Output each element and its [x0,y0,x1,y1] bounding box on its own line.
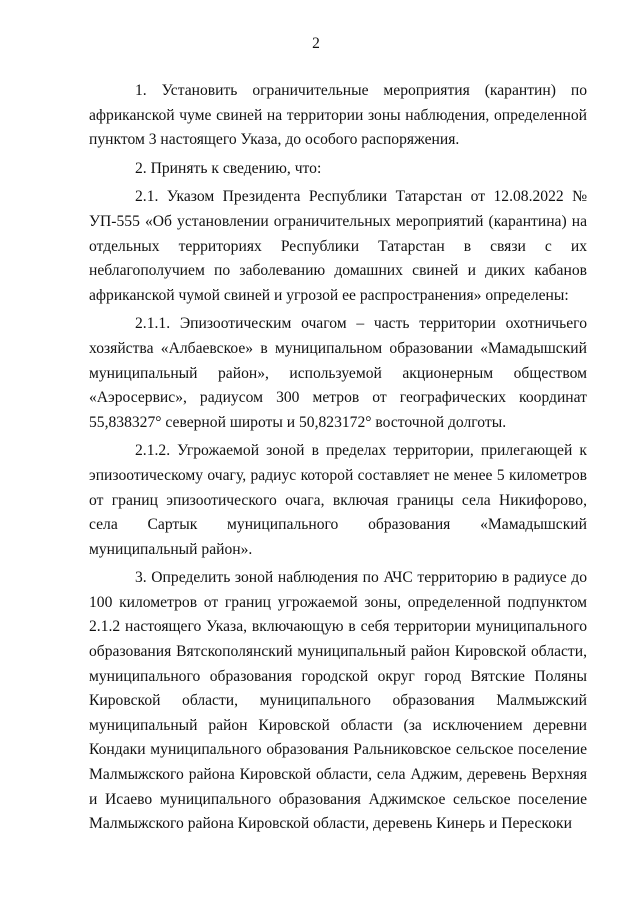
paragraph-1: 1. Установить ограничительные мероприятия (карантин) по африканской чуме свиней на территории зоны наблюдения, определенной пунктом 3 настоящего Указа, до особого распоряжения. [89,82,587,149]
paragraph-2: 2. Принять к сведению, что: [135,159,322,177]
page-number: 2 [312,35,320,52]
paragraph-3: 3. Определить зоной наблюдения по АЧС территорию в радиусе до 100 километров от границ угрожаемой зоны, определенной подпунктом 2.1.2 настоящего Указа, включающую в себя территории муниципального образования Вятскополянский муниципальный район Кировской области, муниципального образования городской округ город Вятские Поляны Кировской области, муниципального образования Малмыжский муниципальный район Кировской области (за исключением деревни Кондаки муниципального образования Ральниковское сельское поселение Малмыжского района Кировской области, села Аджим, деревень Верхняя и Исаево муниципального образования Аджимское сельское поселение Малмыжского района Кировской области, деревень Кинерь и Перескоки [89,569,587,833]
document-body [89,79,587,837]
paragraph-2-1-1: 2.1.1. Эпизоотическим очагом – часть территории охотничьего хозяйства «Албаевское» в муниципальном образовании «Мамадышский муниципальный район», используемой акционерным обществом «Аэросервис», радиусом 300 метров от географических координат 55,838327° северной широты и 50,823172° восточной долготы. [89,315,587,431]
paragraph-2-1: 2.1. Указом Президента Республики Татарстан от 12.08.2022 № УП-555 «Об установлении ограничительных мероприятий (карантина) на отдельных территориях Республики Татарстан в связи с их неблагополучием по заболеванию домашних свиней и диких кабанов африканской чумой свиней и угрозой ее распространения» определены: [89,188,587,304]
paragraph-2-1-2: 2.1.2. Угрожаемой зоной в пределах территории, прилегающей к эпизоотическому очагу, радиус которой составляет не менее 5 километров от границ эпизоотического очага, включая границы села Никифорово, села Сартык муниципального образования «Мамадышский муниципальный район». [89,442,587,558]
